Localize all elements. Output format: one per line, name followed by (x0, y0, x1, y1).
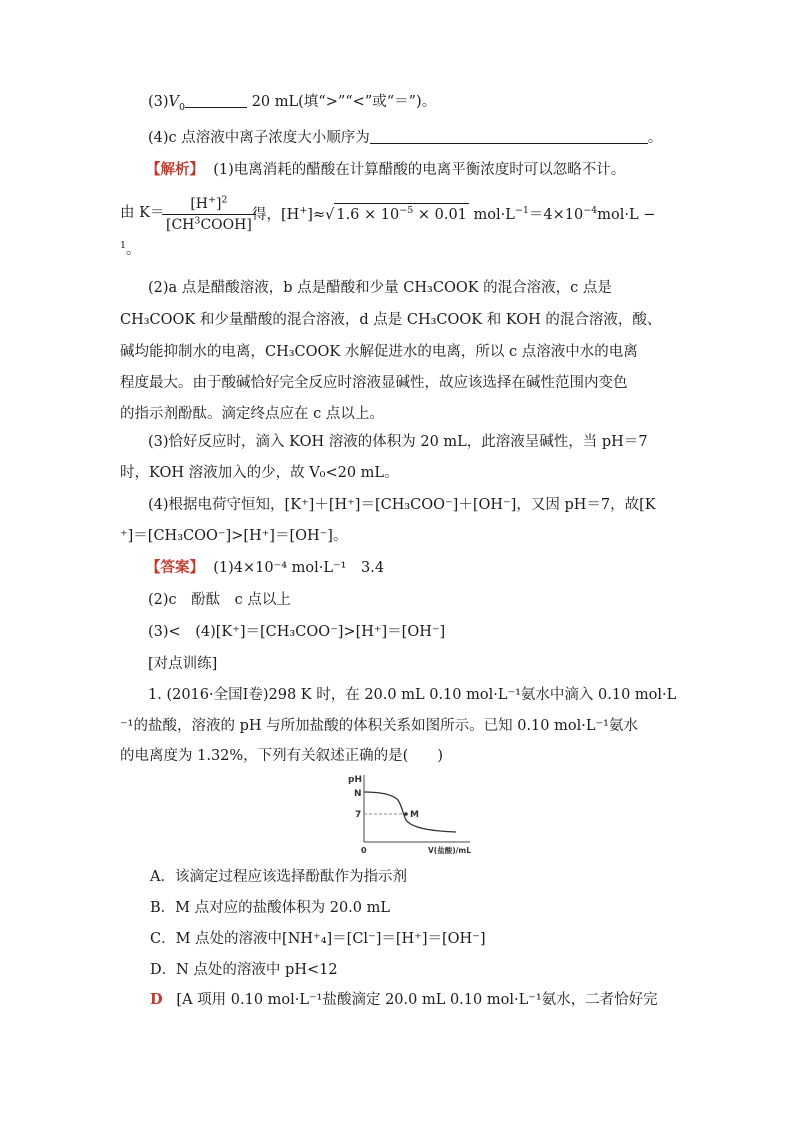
analysis-3-line-1: (3)恰好反应时，滴入 KOH 溶液的体积为 20 mL，此溶液呈碱性，当 pH＝7 (148, 434, 648, 450)
n-point-label: N (354, 789, 362, 799)
answer-blank[interactable] (185, 93, 247, 108)
option-b: B．M 点对应的盐酸体积为 20.0 mL (150, 900, 390, 916)
m-point-marker (404, 812, 408, 816)
fraction-numerator: $[H^+]^2$ (190, 194, 228, 212)
practice-q1-line-3: 的电离度为 1.32%，下列有关叙述正确的是( ) (120, 748, 443, 764)
question-4: (4)c 点溶液中离子浓度大小顺序为 。 (148, 130, 663, 146)
sqrt-radicand: $1.6 \times 10^{-5} \times 0.01$ (334, 203, 469, 225)
option-c: C．M 点处的溶液中[NH⁺₄]＝[Cl⁻]＝[H⁺]＝[OH⁻] (150, 931, 486, 947)
analysis-2-line-2: CH₃COOK 和少量醋酸的混合溶液，d 点是 CH₃COOK 和 KOH 的混合溶液，酸、 (120, 312, 662, 328)
equilibrium-fraction (162, 196, 256, 233)
origin-label: 0 (361, 846, 367, 855)
option-a: A．该滴定过程应该选择酚酞作为指示剂 (150, 869, 407, 885)
practice-heading: [对点训练] (148, 656, 218, 672)
question-3: $(3)V_0$ 20 mL(填“>”“<”或“＝”)。 (148, 94, 437, 113)
answer-blank[interactable] (370, 129, 648, 144)
m-point-label: M (410, 810, 419, 820)
answer-line-1: 【答案】 (1)4×10⁻⁴ mol·L⁻¹ 3.4 (146, 559, 385, 576)
analysis-4-line-2: ⁺]＝[CH₃COO⁻]>[H⁺]＝[OH⁻]。 (120, 528, 348, 544)
ph7-tick-label: 7 (355, 810, 362, 820)
answer-line-2: (2)c 酚酞 c 点以上 (148, 592, 291, 608)
solution-line: D [A 项用 0.10 mol·L⁻¹盐酸滴定 20.0 mL 0.10 mol·L⁻¹氨水，二者恰好完 (150, 991, 658, 1008)
analysis-2-line-4: 程度最大。由于酸碱恰好完全反应时溶液显碱性，故应该选择在碱性范围内变色 (120, 375, 628, 391)
k-expression-label: 由 K＝ (120, 205, 165, 221)
fraction-bar (162, 214, 256, 215)
answer-line-3: (3)< (4)[K⁺]＝[CH₃COO⁻]>[H⁺]＝[OH⁻] (148, 624, 446, 640)
analysis-4-line-1: (4)根据电荷守恒知，[K⁺]＋[H⁺]＝[CH₃COO⁻]＋[OH⁻]，又因 pH＝7，故[K (148, 497, 656, 513)
analysis-3-line-2: 时，KOH 溶液加入的少，故 V₀<20 mL。 (120, 465, 399, 481)
fraction-denominator: $[CH^3COOH]$ (166, 215, 252, 233)
h-concentration-calc: 得，[H+]≈√ $1.6 \times 10^{-5} \times 0.01$ $mol\cdot L^{-1}=4\times 10^{-4}mol\cdot L$ − (252, 203, 655, 225)
analysis-line-1: 【解析】 (1)电离消耗的醋酸在计算醋酸的电离平衡浓度时可以忽略不计。 (146, 161, 626, 178)
practice-q1-line-1: 1. (2016·全国Ⅰ卷)298 K 时，在 20.0 mL 0.10 mol·L⁻¹氨水中滴入 0.10 mol·L (148, 687, 677, 703)
titration-curve-figure (340, 770, 480, 856)
option-d: D．N 点处的溶液中 pH<12 (150, 962, 338, 978)
analysis-tag: 【解析】 (146, 161, 204, 178)
x-axis-label: V(盐酸)/mL (428, 846, 471, 855)
unit-wrap-line: $^1$。 (120, 240, 141, 258)
answer-tag: 【答案】 (146, 559, 204, 576)
solution-letter: D (150, 991, 163, 1008)
analysis-2-line-1: (2)a 点是醋酸溶液，b 点是醋酸和少量 CH₃COOK 的混合溶液，c 点是 (148, 280, 612, 296)
y-axis-label: pH (348, 775, 362, 785)
analysis-2-line-5: 的指示剂酚酞。滴定终点应在 c 点以上。 (120, 406, 384, 422)
sqrt-icon: √ (325, 207, 335, 223)
analysis-2-line-3: 碱均能抑制水的电离，CH₃COOK 水解促进水的电离，所以 c 点溶液中水的电离 (120, 344, 638, 360)
practice-q1-line-2: ⁻¹的盐酸，溶液的 pH 与所加盐酸的体积关系如图所示。已知 0.10 mol·L⁻¹氨水 (120, 718, 638, 734)
